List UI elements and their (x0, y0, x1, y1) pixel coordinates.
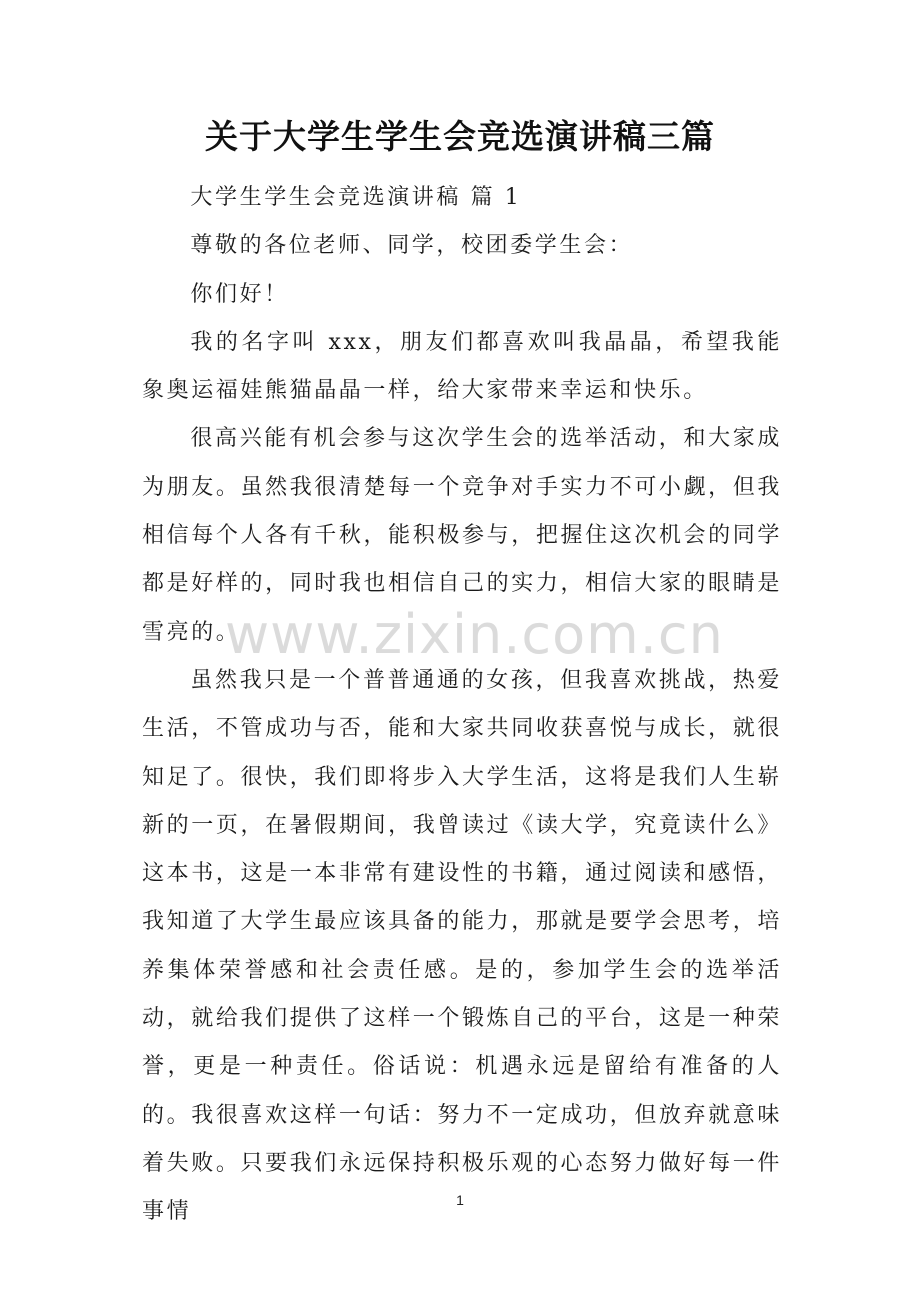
document-title: 关于大学生学生会竞选演讲稿三篇 (205, 117, 715, 156)
body-paragraph: 虽然我只是一个普普通通的女孩，但我喜欢挑战，热爱生活，不管成功与否，能和大家共同收获喜悦与成长，就很知足了。很快，我们即将步入大学生活，这将是我们人生崭新的一页，在暑假期间，我曾读过《读大学，究竟读什么》这本书，这是一本非常有建设性的书籍，通过阅读和感悟，我知道了大学生最应该具备的能力，那就是要学会思考，培养集体荣誉感和社会责任感。是的，参加学生会的选举活动，就给我们提供了这样一个锻炼自己的平台，这是一种荣誉，更是一种责任。俗话说：机遇永远是留给有准备的人的。我很喜欢这样一句话：努力不一定成功，但放弃就意味着失败。只要我们永远保持积极乐观的心态努力做好每一件事情 (142, 667, 782, 1225)
watermark: www.zixin.com.cn (225, 603, 724, 666)
intro-paragraph: 我的名字叫 xxx，朋友们都喜欢叫我晶晶，希望我能象奥运福娃熊猫晶晶一样，给大家带来幸运和快乐。 (142, 329, 782, 404)
body-paragraph: 很高兴能有机会参与这次学生会的选举活动，和大家成为朋友。虽然我很清楚每一个竞争对手实力不可小觑，但我相信每个人各有千秋，能积极参与，把握住这次机会的同学都是好样的，同时我也相信自己的实力，相信大家的眼睛是雪亮的。 (142, 426, 782, 645)
section-heading: 大学生学生会竞选演讲稿 篇 1 (190, 185, 522, 210)
document-body (142, 174, 782, 1237)
greeting-paragraph: 你们好！ (190, 281, 289, 307)
salutation-paragraph: 尊敬的各位老师、同学，校团委学生会： (190, 233, 634, 259)
page-number: 1 (456, 1192, 464, 1208)
